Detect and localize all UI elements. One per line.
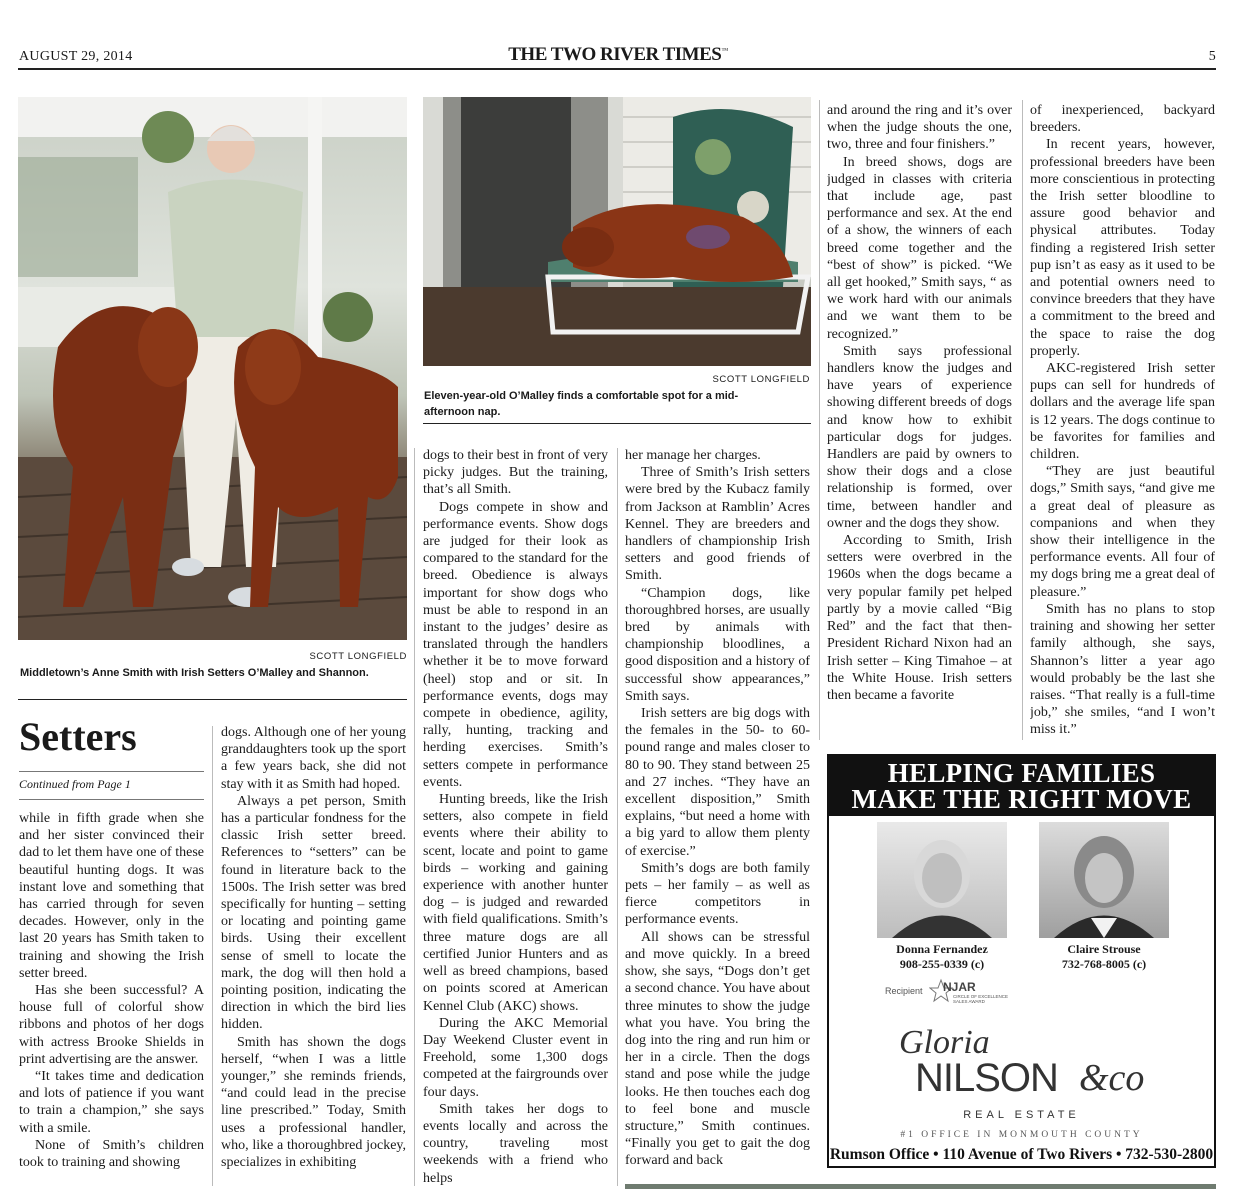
page-number: 5 [1208,49,1216,64]
paragraph: Hunting breeds, like the Irish setters, also compete in field events where their ability to scent, locate and point to game birds – working and gaining experience with another hunter dog – is judged and rewarded with field qualifications. Smith’s three mature dogs are all certified Junior Hunters and as well as breed champions, based on points scored at American Kennel Club (AKC) shows. [423,792,608,1014]
agent1-card [867,942,1017,972]
paragraph: and around the ring and it’s over when the judge shouts the one, two, three and four finishers.” [827,103,1012,153]
next-photo-edge [625,1184,1216,1189]
paragraph: Three of Smith’s Irish setters were bred by the Kubacz family from Jackson at Ramblin’ Acres Kennel. They are breeders and handlers of championship Irish setters and good friends of Smith. [625,465,810,584]
paragraph: Smith’s dogs are both family pets – her family – as well as fierce competitors in performance events. [625,860,810,928]
headline-rule [19,771,204,772]
agent2-name: Claire Strouse [1067,942,1141,956]
agent2-card [1029,942,1179,972]
paragraph: of inexperienced, backyard breeders. [1030,103,1215,136]
paragraph: Smith has shown the dogs herself, “when I was a little younger,” she reminds friends, “and could lead in the precise line prescribed.” Today, Smith uses a professional handler, who, like a thoroughbred jockey, specializes in exhibiting [221,1034,406,1171]
nap-photo-illustration [423,97,811,366]
photo1-caption: Middletown’s Anne Smith with Irish Setters O’Malley and Shannon. [20,667,369,679]
article-column-1 [19,810,204,1188]
agent2-phone: 732-768-8005 (c) [1061,957,1147,971]
paragraph: In recent years, however, professional breeders have been more conscientious in protecting the Irish setter bloodline to assure good behavior and physical attributes. Today finding a registered Irish setter pup isn’t as easy as it used to be and potential owners need to convince breeders that they have a commitment to the breed and the space to raise the dog properly. [1030,137,1215,359]
paragraph: All shows can be stressful and move quickly. In a breed show, she says, “Dogs don’t get a second chance. You have about three minutes to show the judge what you have. You bring the dog into the ring and run him or her in a circle. Then the dogs stand and pose while the judge looks. He then touches each dog to feel bone and muscle structure,” Smith continues. “Finally you get to gait the dog forward and back [625,929,810,1169]
ad-headline: HELPING FAMILIES MAKE THE RIGHT MOVE [829,756,1214,816]
photo-omalley-nap [423,97,811,366]
paragraph: Smith has no plans to stop training and showing her setter family although, she says, Shannon’s litter a year ago would probably be the last she raises. “That really is a full-time job,” she smiles, “and I won’t miss it.” [1030,601,1215,738]
paragraph: “They are just beautiful dogs,” Smith says, “and give me a great deal of pleasure as companions and when they show their intelligence in the performance events. All four of my dogs bring me a great deal of pleasure.” [1030,464,1215,600]
paragraph: AKC-registered Irish setter pups can sell for hundreds of dollars and the average life span is 12 years. The dogs continue to be favorites for families and children. [1030,361,1215,463]
photo2-credit: SCOTT LONGFIELD [712,374,810,385]
article-column-3 [423,447,608,1188]
setters-photo-illustration [18,97,407,640]
photo1-caption-rule [18,699,407,700]
ad-office-address: Rumson Office • 110 Avenue of Two Rivers • 732-530-2800 [829,1146,1214,1163]
logo-script: Gloria [899,1024,990,1061]
article-column-5 [827,102,1012,740]
paragraph: Dogs compete in show and performance events. Show dogs are judged for their look as compared to the standard for the breed. Obedience is always important for show dogs who must be able to respond in an instant to the judges’ desire as translated through the handlers whether it be to move forward (heel) stop and or sit. In performance events, dogs may compete in obedience, agility, rally, hunting, tracking and herding exercises. Smith’s setters compete in performance events. [423,499,608,790]
njar-award-badge: NJAR CIRCLE OF EXCELLENCE SALES AWARD [929,978,1009,1008]
photo2-caption-rule [423,423,811,424]
column-rule [414,448,415,1186]
column-rule [212,726,213,1186]
nilson-real-estate-ad[interactable] [827,754,1216,1168]
agent2-photo [1039,822,1169,938]
article-column-6 [1030,102,1215,740]
paragraph: “Champion dogs, like thoroughbred horses, are usually bred by animals with championship bloodlines, a good disposition and a history of successful show appearances,” Smith says. [625,585,810,704]
logo-amp: &co [1079,1057,1145,1099]
article-column-4 [625,447,810,1188]
paragraph: Irish setters are big dogs with the females in the 50- to 60-pound range and males closer to 80 to 90. They stand between 25 and 27 inches. “They have an excellent disposition,” Smith explains, “but need a home with a big yard to allow them plenty of exercise.” [625,706,810,859]
paragraph: “It takes time and dedication and lots of patience if you want to train a champion,” she says with a smile. [19,1069,204,1136]
paragraph: Has she been successful? A house full of colorful show ribbons and photos of her dogs with actress Brooke Shields in print advertising are the answer. [19,983,204,1067]
column-rule [819,100,820,740]
paragraph: Always a pet person, Smith has a particular fondness for the classic Irish setter breed. References to “setters” can be found in literature back to the 1500s. The Irish setter was bred specifically for hunting – setting or locating and pointing game birds. Using their excellent sense of smell to locate the mark, the dog will then hold a pointing position, indicating the direction in which the bird lies hidden. [221,793,406,1033]
paragraph: while in fifth grade when she and her sister convinced their dad to let them have one of these beautiful hunting dogs. It was instant love and something that has carried through for seven decades. However, only in the last 20 years has Smith taken to training and showing the Irish setter breed. [19,811,204,981]
agent1-photo [877,822,1007,938]
logo-subtitle: REAL ESTATE [963,1109,1080,1121]
photo-anne-smith-with-setters [18,97,407,640]
paragraph: her manage her charges. [625,448,761,463]
ad-tagline: #1 OFFICE IN MONMOUTH COUNTY [900,1130,1143,1140]
recipient-label: Recipient [885,986,923,996]
paragraph: Smith says professional handlers know the judges and have years of experience showing different breeds of dogs and know how to exhibit particular dogs for judges. Handlers are paid by owners to show their dogs and a close relationship is formed, over time, between handler and owner and the dogs they show. [827,343,1012,531]
paragraph: dogs. Although one of her young granddaughters took up the sport a few years back, she did not stay with it as Smith had hoped. [221,725,406,792]
agent1-name: Donna Fernandez [896,942,988,956]
paragraph: During the AKC Memorial Day Weekend Cluster event in Freehold, some 1,300 dogs competed at the fairgrounds over four days. [423,1015,608,1100]
column-rule [617,448,618,1186]
continued-from: Continued from Page 1 [19,777,131,791]
paragraph: None of Smith’s children took to training and showing [19,1137,204,1171]
continued-rule [19,799,204,800]
agent1-phone: 908-255-0339 (c) [899,957,985,971]
photo2-caption: Eleven-year-old O’Malley finds a comfortable spot for a mid-afternoon nap. [424,390,739,418]
paragraph: In breed shows, dogs are judged in classes with criteria that include age, past performance and sex. At the end of a show, the winners of each breed come together and the “best of show” is picked. “We all get hooked,” Smith says, “ as we work hard with our animals and we want them to be recognized.” [827,154,1012,342]
issue-date: AUGUST 29, 2014 [19,49,133,64]
logo-main: NILSON [915,1056,1058,1100]
header-rule [18,68,1216,70]
column-rule [1022,100,1023,740]
masthead: THE TWO RIVER TIMES™ [508,44,728,65]
paragraph: dogs to their best in front of very picky judges. But the training, that’s all Smith. [423,448,608,498]
photo1-credit: SCOTT LONGFIELD [309,651,407,662]
paragraph: Smith takes her dogs to events locally and across the country, traveling most weekends with a friend who helps [423,1101,608,1186]
article-headline: Setters [19,714,137,759]
article-column-2 [221,724,406,1188]
paragraph: According to Smith, Irish setters were overbred in the 1960s when the dogs became a very popular family pet helped partly by a movie called “Big Red” and the fact that then-President Richard Nixon had an Irish setter – King Timahoe – at the White House. Irish setters then became a favorite [827,533,1012,703]
